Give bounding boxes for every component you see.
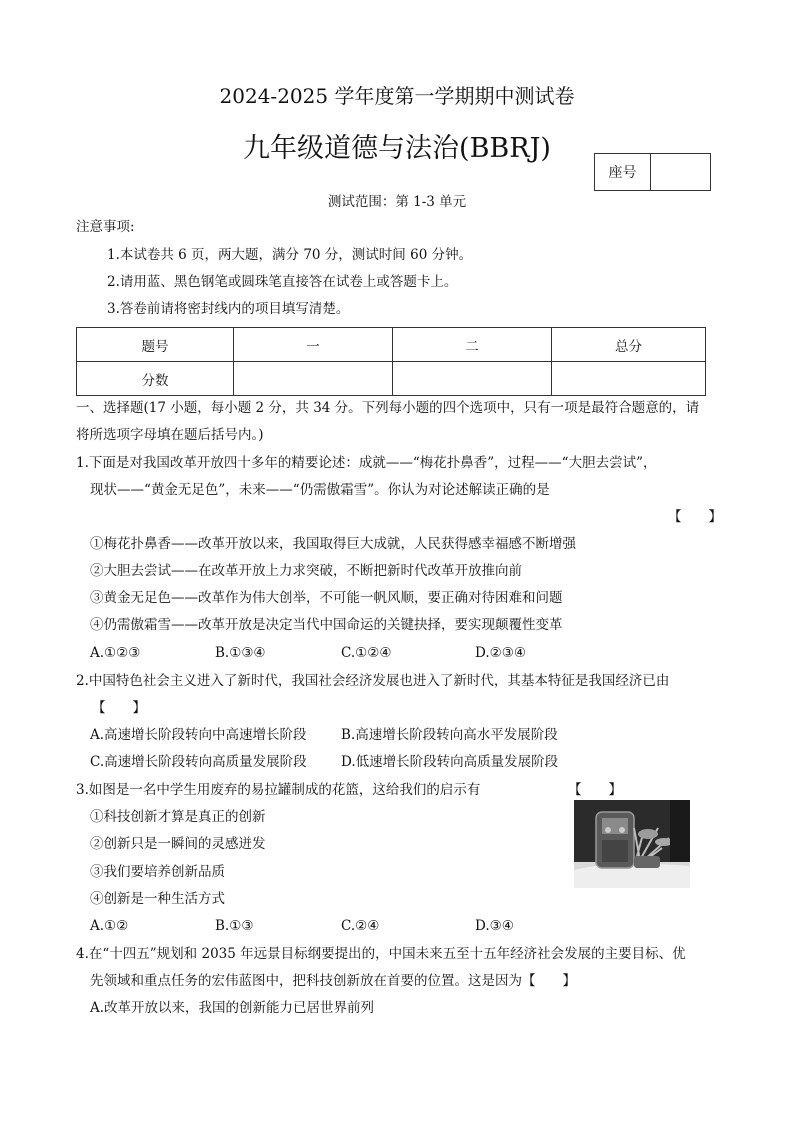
question-statement: ③黄金无足色——改革作为伟大创举，不可能一帆风顺，要正确对待困难和问题 — [90, 590, 563, 606]
note-item: 1.本试卷共 6 页，两大题，满分 70 分，测试时间 60 分钟。 — [107, 247, 473, 263]
seat-number-box[interactable] — [594, 153, 711, 191]
question-statement: ④创新是一种生活方式 — [90, 891, 225, 907]
can-flower-basket-photo — [574, 800, 690, 888]
table-row — [77, 362, 706, 396]
table-header-cell: 题号 — [77, 328, 234, 362]
section-intro: 将所选项字母填在题后括号内。) — [76, 427, 264, 443]
option: D.低速增长阶段转向高质量发展阶段 — [341, 754, 559, 770]
option: A.①②③ — [90, 645, 141, 661]
table-header-cell: 总分 — [552, 328, 706, 362]
test-scope: 测试范围：第 1-3 单元 — [327, 194, 467, 210]
exam-title: 2024-2025 学年度第一学期期中测试卷 — [219, 84, 575, 108]
score-cell[interactable] — [393, 362, 552, 396]
option: D.③④ — [475, 918, 514, 934]
question-statement: ②创新只是一瞬间的灵感迸发 — [90, 836, 266, 852]
option: C.②④ — [341, 918, 380, 934]
section-intro: 一、选择题(17 小题，每小题 2 分，共 34 分。下列每小题的四个选项中，只有一项是最符合题意的，请 — [76, 400, 700, 416]
question-statement: ①科技创新才算是真正的创新 — [90, 809, 266, 825]
option: A.改革开放以来，我国的创新能力已居世界前列 — [90, 1000, 375, 1016]
question-stem: 1.下面是对我国改革开放四十多年的精要论述：成就——“梅花扑鼻香”，过程——“大胆去尝试”， — [76, 455, 657, 471]
table-header-cell: 二 — [393, 328, 552, 362]
answer-bracket[interactable]: 【 】 — [568, 782, 622, 798]
question-statement: ②大胆去尝试——在改革开放上力求突破，不断把新时代改革开放推向前 — [90, 563, 522, 579]
question-stem: 4.在“十四五”规划和 2035 年远景目标纲要提出的，中国未来五至十五年经济社会发展的主要目标、优 — [76, 946, 686, 962]
score-cell[interactable] — [234, 362, 393, 396]
question-stem: 2.中国特色社会主义进入了新时代，我国社会经济发展也进入了新时代，其基本特征是我国经济已由 — [76, 673, 670, 689]
option: A.①② — [90, 918, 129, 934]
option: A.高速增长阶段转向中高速增长阶段 — [90, 727, 307, 743]
table-row — [77, 328, 706, 362]
score-cell[interactable] — [552, 362, 706, 396]
option: B.①③ — [215, 918, 254, 934]
seat-label: 座号 — [595, 154, 651, 190]
question-statement: ④仍需傲霜雪——改革开放是决定当代中国命运的关键抉择，要实现颠覆性变革 — [90, 617, 563, 633]
note-item: 2.请用蓝、黑色钢笔或圆珠笔直接答在试卷上或答题卡上。 — [107, 274, 458, 290]
option: B.①③④ — [215, 645, 266, 661]
question-statement: ①梅花扑鼻香——改革开放以来，我国取得巨大成就，人民获得感幸福感不断增强 — [90, 536, 576, 552]
table-row-label: 分数 — [77, 362, 234, 396]
table-header-cell: 一 — [234, 328, 393, 362]
answer-bracket[interactable]: 【 】 — [92, 700, 146, 716]
option: C.高速增长阶段转向高质量发展阶段 — [90, 754, 307, 770]
question-stem: 先领域和重点任务的宏伟蓝图中，把科技创新放在首要的位置。这是因为【 】 — [90, 973, 576, 989]
question-statement: ③我们要培养创新品质 — [90, 864, 225, 880]
score-table — [76, 327, 706, 396]
question-stem: 3.如图是一名中学生用废弃的易拉罐制成的花篮，这给我们的启示有 — [76, 782, 481, 798]
subject-title: 九年级道德与法治(BBRJ) — [243, 133, 551, 164]
seat-number-field[interactable] — [651, 154, 710, 190]
option: C.①②④ — [341, 645, 392, 661]
note-item: 3.答卷前请将密封线内的项目填写清楚。 — [107, 301, 350, 317]
answer-bracket[interactable]: 【 】 — [668, 509, 722, 525]
option: B.高速增长阶段转向高水平发展阶段 — [341, 727, 558, 743]
option: D.②③④ — [475, 645, 526, 661]
question-stem: 现状——“黄金无足色”，未来——“仍需傲霜雪”。你认为对论述解读正确的是 — [90, 482, 550, 498]
notes-heading: 注意事项: — [76, 219, 135, 235]
